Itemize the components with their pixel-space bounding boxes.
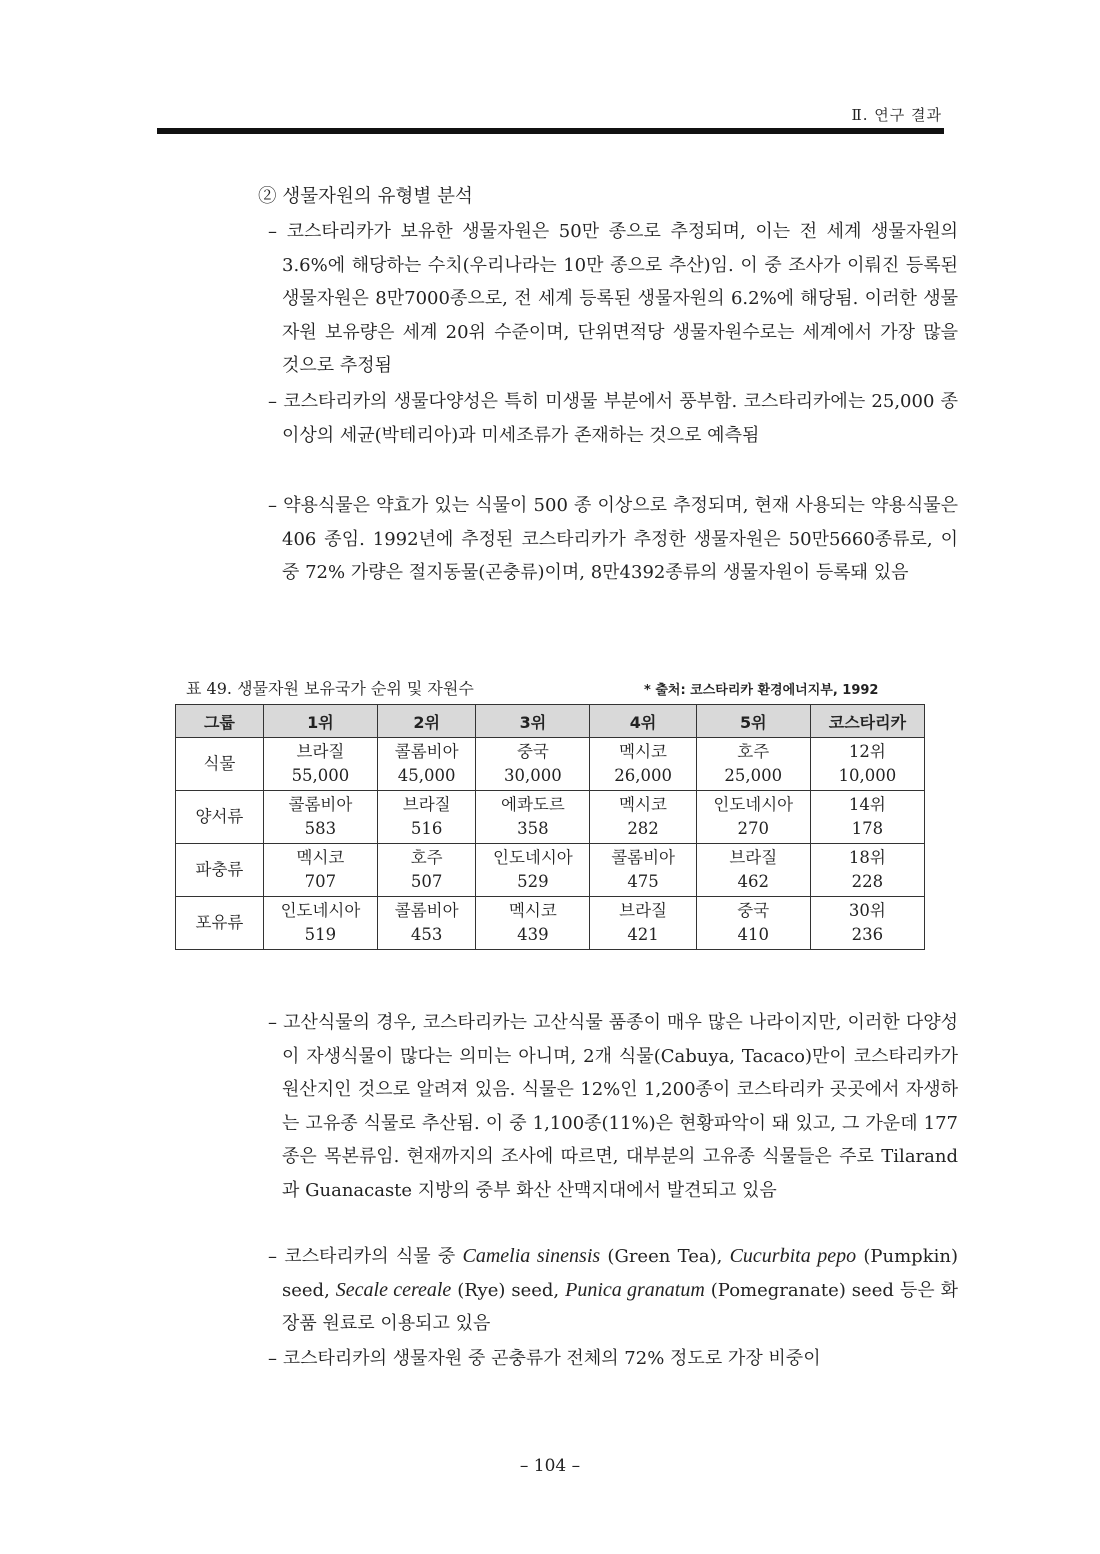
text-segment: (Pomegranate) seed 등은 화장품 원료로 이용되고 있음	[282, 1279, 958, 1334]
paragraph-species-count: – 코스타리카가 보유한 생물자원은 50만 종으로 추정되며, 이는 전 세계 생물자원의 3.6%에 해당하는 수치(우리나라는 10만 종으로 추산)임. 이 중 조사가 이뤄진 등록된 생물자원은 8만7000종으로, 전 세계 등록된 생물자원의 6.2%에 해당됨. 이러한 생물자원 보유량은 세계 20위 수준이며, 단위면적당 생물자원수로는 세계에서 가장 많을 것으로 추정됨	[268, 221, 958, 376]
species-count: 358	[517, 819, 549, 838]
header-group: 그룹	[176, 705, 264, 738]
table-cell	[696, 844, 810, 897]
species-count: 30,000	[504, 766, 562, 785]
text-segment: (Green Tea),	[600, 1246, 730, 1267]
table-cell	[590, 738, 696, 791]
table-cell	[377, 897, 475, 950]
text-segment: (Rye) seed,	[451, 1279, 566, 1301]
country-name: 브라질	[296, 742, 345, 761]
table-cell	[810, 897, 924, 950]
text-segment: (Pumpkin) seed,	[282, 1246, 958, 1301]
country-name: 멕시코	[508, 901, 557, 920]
table-cell	[263, 791, 377, 844]
paragraph-insects: – 코스타리카의 생물자원 중 곤충류가 전체의 72% 정도로 가장 비중이	[268, 1348, 821, 1369]
table-source: * 출처: 코스타리카 환경에너지부, 1992	[644, 683, 879, 698]
table-cell	[263, 738, 377, 791]
species-count: 519	[304, 925, 337, 944]
country-name: 콜롬비아	[394, 901, 459, 920]
table-cell	[476, 897, 590, 950]
paragraph-cosmetic-plants	[268, 1240, 958, 1341]
country-name: 브라질	[402, 795, 451, 814]
country-name: 에콰도르	[501, 795, 565, 814]
species-count: 529	[517, 872, 549, 891]
table-cell	[810, 738, 924, 791]
costa-rica-rank: 12위	[848, 742, 886, 761]
group-cell: 포유류	[176, 897, 264, 950]
biodiversity-ranking-table	[175, 704, 925, 950]
species-count: 236	[851, 925, 884, 944]
country-name: 인도네시아	[493, 848, 573, 867]
table-cell	[263, 897, 377, 950]
country-name: 브라질	[619, 901, 667, 920]
species-count: 507	[410, 872, 443, 891]
country-name: 콜롬비아	[611, 848, 675, 867]
country-name: 콜롬비아	[394, 742, 459, 761]
table-cell	[590, 844, 696, 897]
country-name: 호주	[737, 742, 770, 761]
species-count: 26,000	[614, 766, 672, 785]
country-name: 멕시코	[619, 795, 667, 814]
table-row	[176, 897, 925, 950]
country-name: 중국	[737, 901, 770, 920]
costa-rica-rank: 30위	[848, 901, 886, 920]
chapter-header: Ⅱ. 연구 결과	[851, 106, 942, 124]
species-count: 228	[851, 872, 884, 891]
country-name: 인도네시아	[713, 795, 794, 814]
table-cell	[696, 897, 810, 950]
species-count: 410	[737, 925, 769, 944]
table-cell	[696, 738, 810, 791]
country-name: 중국	[516, 742, 549, 761]
country-name: 인도네시아	[280, 901, 361, 920]
header-rank-5: 5위	[696, 705, 810, 738]
country-name: 콜롬비아	[288, 795, 353, 814]
species-count: 453	[410, 925, 443, 944]
species-count: 282	[627, 819, 659, 838]
species-count: 55,000	[291, 766, 350, 785]
header-rank-1: 1위	[263, 705, 377, 738]
country-name: 멕시코	[296, 848, 345, 867]
species-count: 421	[627, 925, 659, 944]
species-count: 516	[410, 819, 443, 838]
species-count: 45,000	[397, 766, 456, 785]
costa-rica-rank: 14위	[848, 795, 886, 814]
species-count: 583	[304, 819, 337, 838]
table-cell	[696, 791, 810, 844]
table-row	[176, 791, 925, 844]
species-name: Punica granatum	[565, 1278, 705, 1301]
header-rank-4: 4위	[590, 705, 696, 738]
costa-rica-rank: 18위	[848, 848, 886, 867]
table-cell	[590, 897, 696, 950]
table-cell	[590, 791, 696, 844]
table-cell	[377, 738, 475, 791]
species-count: 475	[627, 872, 659, 891]
table-caption: 표 49. 생물자원 보유국가 순위 및 자원수	[186, 679, 474, 698]
species-count: 462	[737, 872, 769, 891]
table-header-row	[176, 705, 925, 738]
text-segment: – 코스타리카의 식물 중	[268, 1246, 463, 1267]
table-cell	[377, 844, 475, 897]
table-row	[176, 844, 925, 897]
species-count: 10,000	[838, 766, 897, 785]
country-name: 호주	[410, 848, 443, 867]
paragraph-alpine-plants: – 고산식물의 경우, 코스타리카는 고산식물 품종이 매우 많은 나라이지만, 이러한 다양성이 자생식물이 많다는 의미는 아니며, 2개 식물(Cabuya, Tacaco)만이 코스타리카가 원산지인 것으로 알려져 있음. 식물은 12%인 1,200종이 코스타리카 곳곳에서 자생하는 고유종 식물로 추산됨. 이 중 1,100종(11%)은 현황파악이 돼 있고, 그 가운데 177종은 목본류임. 현재까지의 조사에 따르면, 대부분의 고유종 식물들은 주로 Tilarand과 Guanacaste 지방의 중부 화산 산맥지대에서 발견되고 있음	[268, 1012, 958, 1201]
species-name: Secale cereale	[335, 1278, 452, 1301]
country-name: 브라질	[729, 848, 778, 867]
group-cell: 파충류	[176, 844, 264, 897]
header-rank-2: 2위	[377, 705, 475, 738]
table-cell	[810, 844, 924, 897]
header-rule	[157, 128, 944, 134]
group-cell: 양서류	[176, 791, 264, 844]
header-costa-rica: 코스타리카	[810, 705, 924, 738]
table-row	[176, 738, 925, 791]
species-count: 270	[737, 819, 769, 838]
paragraph-medicinal-plants: – 약용식물은 약효가 있는 식물이 500 종 이상으로 추정되며, 현재 사용되는 약용식물은 406 종임. 1992년에 추정된 코스타리카가 추정한 생물자원은 50만5660종류로, 이 중 72% 가량은 절지동물(곤충류)이며, 8만4392종류의 생물자원이 등록돼 있음	[268, 495, 958, 583]
country-name: 멕시코	[619, 742, 667, 761]
species-count: 439	[517, 925, 549, 944]
header-rank-3: 3위	[476, 705, 590, 738]
table-cell	[476, 844, 590, 897]
table-cell	[810, 791, 924, 844]
table-cell	[263, 844, 377, 897]
species-name: Camelia sinensis	[462, 1245, 601, 1267]
page-number: – 104 –	[519, 1456, 581, 1476]
table-cell	[476, 791, 590, 844]
species-count: 178	[851, 819, 884, 838]
section-title: ② 생물자원의 유형별 분석	[258, 186, 473, 207]
group-cell: 식물	[176, 738, 264, 791]
species-name: Cucurbita pepo	[729, 1245, 857, 1267]
table-cell	[377, 791, 475, 844]
species-count: 707	[304, 872, 337, 891]
species-count: 25,000	[724, 766, 783, 785]
paragraph-microbes: – 코스타리카의 생물다양성은 특히 미생물 부분에서 풍부함. 코스타리카에는 25,000 종 이상의 세균(박테리아)과 미세조류가 존재하는 것으로 예측됨	[268, 391, 958, 446]
table-cell	[476, 738, 590, 791]
